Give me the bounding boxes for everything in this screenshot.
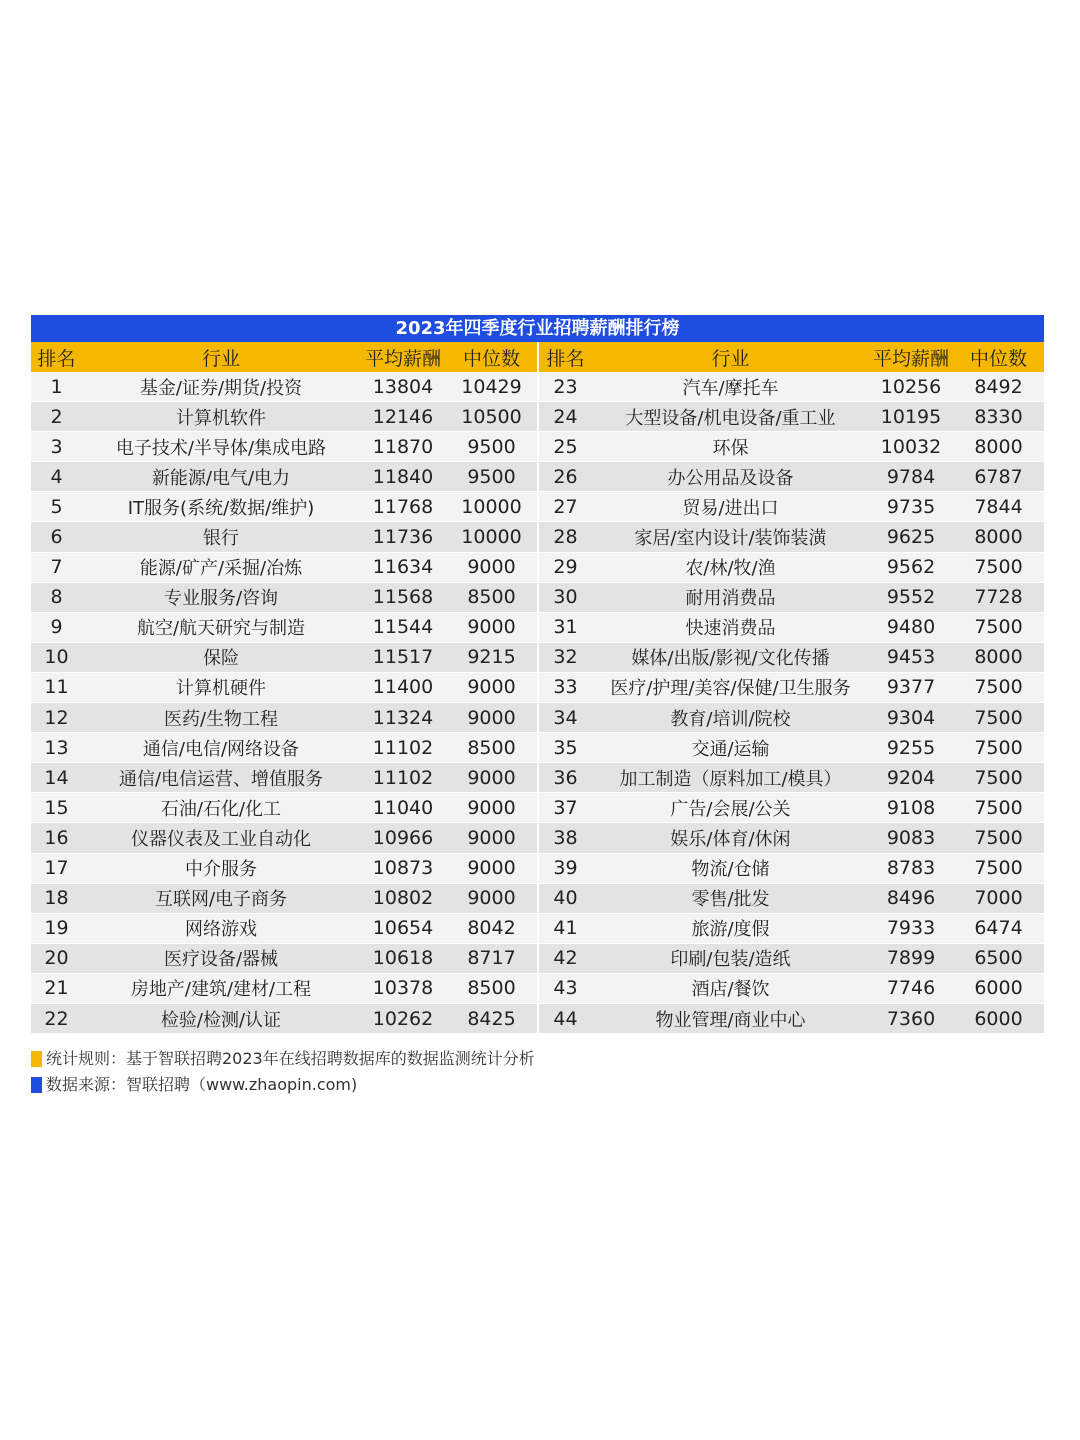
cell-industry: 教育/培训/院校: [592, 703, 869, 733]
table-row: [31, 672, 1044, 702]
cell-industry: 媒体/出版/影视/文化传播: [592, 642, 869, 672]
cell-median: 9000: [446, 703, 538, 733]
cell-industry: 计算机软件: [82, 402, 360, 432]
cell-avg-salary: 11040: [360, 793, 446, 823]
cell-industry: 网络游戏: [82, 913, 360, 943]
table-title: 2023年四季度行业招聘薪酬排行榜: [31, 315, 1044, 342]
cell-industry: 快速消费品: [592, 612, 869, 642]
cell-median: 9000: [446, 672, 538, 702]
table-row: [31, 642, 1044, 672]
cell-rank: 21: [31, 973, 82, 1003]
table-row: [31, 763, 1044, 793]
cell-rank: 11: [31, 672, 82, 702]
cell-industry: 新能源/电气/电力: [82, 462, 360, 492]
cell-avg-salary: 9204: [869, 763, 953, 793]
cell-median: 9000: [446, 763, 538, 793]
cell-rank: 16: [31, 823, 82, 853]
cell-avg-salary: 9784: [869, 462, 953, 492]
cell-avg-salary: 13804: [360, 372, 446, 402]
cell-median: 7500: [953, 733, 1044, 763]
cell-rank: 22: [31, 1003, 82, 1033]
table-row: [31, 492, 1044, 522]
cell-median: 8000: [953, 432, 1044, 462]
cell-rank: 8: [31, 582, 82, 612]
cell-avg-salary: 9625: [869, 522, 953, 552]
cell-rank: 14: [31, 763, 82, 793]
cell-industry: 环保: [592, 432, 869, 462]
cell-rank: 36: [538, 763, 592, 793]
table-row: [31, 462, 1044, 492]
cell-avg-salary: 11102: [360, 763, 446, 793]
cell-industry: 能源/矿产/采掘/冶炼: [82, 552, 360, 582]
cell-rank: 1: [31, 372, 82, 402]
table-row: [31, 853, 1044, 883]
table-row: [31, 793, 1044, 823]
cell-industry: 家居/室内设计/装饰装潢: [592, 522, 869, 552]
data-source-note: [31, 1072, 535, 1098]
cell-industry: 汽车/摩托车: [592, 372, 869, 402]
cell-median: 8330: [953, 402, 1044, 432]
cell-avg-salary: 9480: [869, 612, 953, 642]
cell-industry: 交通/运输: [592, 733, 869, 763]
cell-avg-salary: 9108: [869, 793, 953, 823]
table-row: [31, 612, 1044, 642]
cell-median: 7500: [953, 552, 1044, 582]
cell-rank: 17: [31, 853, 82, 883]
cell-industry: 旅游/度假: [592, 913, 869, 943]
cell-rank: 15: [31, 793, 82, 823]
cell-avg-salary: 10618: [360, 943, 446, 973]
cell-median: 9215: [446, 642, 538, 672]
cell-median: 6787: [953, 462, 1044, 492]
header-median: 中位数: [446, 342, 538, 372]
cell-rank: 42: [538, 943, 592, 973]
cell-rank: 31: [538, 612, 592, 642]
cell-avg-salary: 11102: [360, 733, 446, 763]
cell-median: 7500: [953, 703, 1044, 733]
cell-median: 7728: [953, 582, 1044, 612]
header-rank: 排名: [538, 342, 592, 372]
cell-rank: 29: [538, 552, 592, 582]
cell-avg-salary: 10256: [869, 372, 953, 402]
cell-median: 9000: [446, 853, 538, 883]
cell-median: 10429: [446, 372, 538, 402]
cell-median: 7500: [953, 793, 1044, 823]
cell-industry: 计算机硬件: [82, 672, 360, 702]
table-row: [31, 703, 1044, 733]
cell-median: 8500: [446, 582, 538, 612]
cell-rank: 6: [31, 522, 82, 552]
cell-median: 9500: [446, 432, 538, 462]
cell-avg-salary: 11517: [360, 642, 446, 672]
cell-avg-salary: 10802: [360, 883, 446, 913]
cell-industry: 航空/航天研究与制造: [82, 612, 360, 642]
header-avg-salary: 平均薪酬: [869, 342, 953, 372]
cell-median: 7844: [953, 492, 1044, 522]
cell-avg-salary: 11870: [360, 432, 446, 462]
cell-industry: 通信/电信/网络设备: [82, 733, 360, 763]
cell-rank: 9: [31, 612, 82, 642]
cell-median: 10500: [446, 402, 538, 432]
cell-rank: 44: [538, 1003, 592, 1033]
cell-rank: 40: [538, 883, 592, 913]
cell-avg-salary: 10262: [360, 1003, 446, 1033]
cell-median: 7500: [953, 672, 1044, 702]
salary-ranking-table: [31, 342, 1044, 1034]
cell-industry: 医药/生物工程: [82, 703, 360, 733]
cell-rank: 12: [31, 703, 82, 733]
cell-avg-salary: 10873: [360, 853, 446, 883]
cell-avg-salary: 9735: [869, 492, 953, 522]
cell-industry: 零售/批发: [592, 883, 869, 913]
cell-rank: 32: [538, 642, 592, 672]
data-source-text: 数据来源：智联招聘（www.zhaopin.com): [46, 1075, 358, 1094]
cell-avg-salary: 7746: [869, 973, 953, 1003]
cell-avg-salary: 10654: [360, 913, 446, 943]
cell-avg-salary: 10032: [869, 432, 953, 462]
cell-industry: 娱乐/体育/休闲: [592, 823, 869, 853]
cell-avg-salary: 10378: [360, 973, 446, 1003]
cell-rank: 13: [31, 733, 82, 763]
cell-industry: 基金/证券/期货/投资: [82, 372, 360, 402]
header-industry: 行业: [82, 342, 360, 372]
cell-industry: 仪器仪表及工业自动化: [82, 823, 360, 853]
cell-rank: 41: [538, 913, 592, 943]
cell-rank: 20: [31, 943, 82, 973]
table-row: [31, 552, 1044, 582]
table-row: [31, 522, 1044, 552]
cell-avg-salary: 8783: [869, 853, 953, 883]
cell-industry: IT服务(系统/数据/维护): [82, 492, 360, 522]
cell-avg-salary: 9255: [869, 733, 953, 763]
cell-rank: 7: [31, 552, 82, 582]
cell-median: 6000: [953, 1003, 1044, 1033]
cell-industry: 通信/电信运营、增值服务: [82, 763, 360, 793]
cell-industry: 房地产/建筑/建材/工程: [82, 973, 360, 1003]
cell-industry: 农/林/牧/渔: [592, 552, 869, 582]
cell-median: 9000: [446, 823, 538, 853]
stat-rule-text: 统计规则：基于智联招聘2023年在线招聘数据库的数据监测统计分析: [46, 1049, 535, 1068]
cell-median: 8500: [446, 973, 538, 1003]
cell-rank: 3: [31, 432, 82, 462]
cell-avg-salary: 9562: [869, 552, 953, 582]
cell-avg-salary: 9083: [869, 823, 953, 853]
cell-industry: 广告/会展/公关: [592, 793, 869, 823]
cell-median: 9000: [446, 883, 538, 913]
cell-median: 7500: [953, 853, 1044, 883]
cell-industry: 物流/仓储: [592, 853, 869, 883]
cell-rank: 18: [31, 883, 82, 913]
cell-median: 8000: [953, 522, 1044, 552]
cell-industry: 中介服务: [82, 853, 360, 883]
cell-avg-salary: 7933: [869, 913, 953, 943]
table-row: [31, 582, 1044, 612]
cell-industry: 加工制造（原料加工/模具）: [592, 763, 869, 793]
cell-avg-salary: 10966: [360, 823, 446, 853]
cell-rank: 38: [538, 823, 592, 853]
cell-rank: 2: [31, 402, 82, 432]
header-industry: 行业: [592, 342, 869, 372]
cell-industry: 耐用消费品: [592, 582, 869, 612]
cell-avg-salary: 12146: [360, 402, 446, 432]
header-avg-salary: 平均薪酬: [360, 342, 446, 372]
cell-median: 6000: [953, 973, 1044, 1003]
table-body: [31, 372, 1044, 1034]
cell-industry: 电子技术/半导体/集成电路: [82, 432, 360, 462]
cell-industry: 检验/检测/认证: [82, 1003, 360, 1033]
cell-rank: 28: [538, 522, 592, 552]
table-row: [31, 973, 1044, 1003]
cell-rank: 34: [538, 703, 592, 733]
header-median: 中位数: [953, 342, 1044, 372]
table-row: [31, 733, 1044, 763]
cell-avg-salary: 9552: [869, 582, 953, 612]
yellow-marker-icon: [31, 1051, 42, 1067]
cell-median: 6500: [953, 943, 1044, 973]
table-row: [31, 913, 1044, 943]
cell-rank: 10: [31, 642, 82, 672]
table-row: [31, 432, 1044, 462]
cell-avg-salary: 11634: [360, 552, 446, 582]
cell-industry: 医疗设备/器械: [82, 943, 360, 973]
cell-avg-salary: 9453: [869, 642, 953, 672]
table-row: [31, 823, 1044, 853]
cell-avg-salary: 11568: [360, 582, 446, 612]
stat-rule-note: [31, 1046, 535, 1072]
cell-median: 8500: [446, 733, 538, 763]
cell-avg-salary: 9377: [869, 672, 953, 702]
cell-avg-salary: 11400: [360, 672, 446, 702]
cell-rank: 37: [538, 793, 592, 823]
cell-median: 7500: [953, 763, 1044, 793]
cell-industry: 大型设备/机电设备/重工业: [592, 402, 869, 432]
cell-median: 9000: [446, 793, 538, 823]
table-row: [31, 402, 1044, 432]
cell-industry: 互联网/电子商务: [82, 883, 360, 913]
cell-industry: 保险: [82, 642, 360, 672]
cell-industry: 银行: [82, 522, 360, 552]
cell-median: 8042: [446, 913, 538, 943]
header-rank: 排名: [31, 342, 82, 372]
cell-median: 10000: [446, 522, 538, 552]
cell-rank: 19: [31, 913, 82, 943]
table-row: [31, 1003, 1044, 1033]
cell-avg-salary: 8496: [869, 883, 953, 913]
cell-industry: 石油/石化/化工: [82, 793, 360, 823]
cell-rank: 5: [31, 492, 82, 522]
cell-median: 9000: [446, 552, 538, 582]
cell-avg-salary: 7360: [869, 1003, 953, 1033]
cell-avg-salary: 9304: [869, 703, 953, 733]
cell-rank: 23: [538, 372, 592, 402]
cell-median: 6474: [953, 913, 1044, 943]
cell-median: 10000: [446, 492, 538, 522]
cell-median: 8492: [953, 372, 1044, 402]
cell-industry: 物业管理/商业中心: [592, 1003, 869, 1033]
cell-median: 8000: [953, 642, 1044, 672]
salary-ranking-table-container: [31, 315, 1044, 1034]
cell-median: 7500: [953, 612, 1044, 642]
cell-rank: 33: [538, 672, 592, 702]
cell-rank: 39: [538, 853, 592, 883]
cell-median: 7000: [953, 883, 1044, 913]
cell-avg-salary: 11544: [360, 612, 446, 642]
cell-rank: 26: [538, 462, 592, 492]
cell-industry: 专业服务/咨询: [82, 582, 360, 612]
cell-rank: 43: [538, 973, 592, 1003]
footnotes: [31, 1046, 535, 1098]
cell-industry: 贸易/进出口: [592, 492, 869, 522]
cell-industry: 办公用品及设备: [592, 462, 869, 492]
cell-avg-salary: 7899: [869, 943, 953, 973]
cell-industry: 印刷/包装/造纸: [592, 943, 869, 973]
cell-rank: 25: [538, 432, 592, 462]
cell-rank: 30: [538, 582, 592, 612]
cell-avg-salary: 11736: [360, 522, 446, 552]
cell-industry: 医疗/护理/美容/保健/卫生服务: [592, 672, 869, 702]
cell-median: 9000: [446, 612, 538, 642]
blue-marker-icon: [31, 1077, 42, 1093]
cell-median: 8425: [446, 1003, 538, 1033]
table-header-row: [31, 342, 1044, 372]
table-row: [31, 883, 1044, 913]
cell-avg-salary: 11840: [360, 462, 446, 492]
table-row: [31, 943, 1044, 973]
cell-rank: 27: [538, 492, 592, 522]
cell-avg-salary: 10195: [869, 402, 953, 432]
cell-rank: 24: [538, 402, 592, 432]
cell-rank: 35: [538, 733, 592, 763]
cell-median: 9500: [446, 462, 538, 492]
cell-industry: 酒店/餐饮: [592, 973, 869, 1003]
cell-rank: 4: [31, 462, 82, 492]
cell-median: 8717: [446, 943, 538, 973]
cell-median: 7500: [953, 823, 1044, 853]
table-row: [31, 372, 1044, 402]
cell-avg-salary: 11324: [360, 703, 446, 733]
cell-avg-salary: 11768: [360, 492, 446, 522]
